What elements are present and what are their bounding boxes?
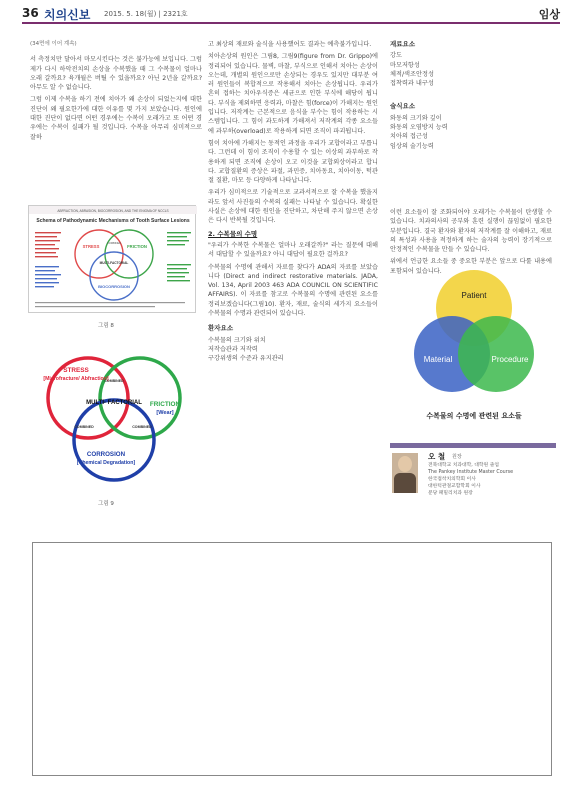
figure-8-biocorrosion-label: BIOCORROSION [98, 284, 130, 289]
header-rule [22, 22, 560, 24]
paragraph: "우리가 수복한 수복물은 얼마나 오래갈까?" 라는 질문에 대해서 대답할 수 있을까요? 아니 대답이 필요한 걸까요? [208, 241, 378, 259]
figure-9-combined-top: COMBINED [104, 379, 124, 383]
credential-line: 전북대학교 치과대학, 대학원 졸업 [428, 463, 499, 468]
paragraph: 이런 요소들이 잘 조화되어야 오래가는 수복물이 탄생할 수 있습니다. 치과의사의 공부와 훈련 실행이 끊임없이 필요한 부분입니다. 결국 환자와 환자의 저작계를 잘 이해하고, 재료의 특성과 사용을 적정하게 하는 술자의 능력이 장기적으로 안정적인 수복물을 만들 수 있습니다. [390, 209, 552, 254]
venn-procedure-circle [458, 316, 534, 392]
author-credentials [428, 462, 554, 497]
figure-8-caption: 그림 8 [98, 323, 114, 329]
credential-line: 대한턱관절교합학회 이사 [428, 484, 481, 489]
issue-info: 2015. 5. 18(월) | 2321호 [104, 10, 188, 18]
author-role: 원장 [452, 453, 462, 460]
paragraph: 우리가 심미적으로 기술적으로 교과서적으로 잘 수복을 했을지라도 앞서 사진들의 수복의 실패는 나타날 수 있습니다. 확실한 사실은 손상에 대한 원인을 진단하고, 차단해 주지 않으면 손상은 다시 반복될 것입니다. [208, 189, 378, 225]
figure-9-center: MULTI- FACTORIAL [86, 400, 142, 406]
paragraph: 치아손상의 원인은 그림8, 그림9(figure from Dr. Grippo)에 정리되어 있습니다. 물벽, 마찰, 부식으로 인해서 치아는 손상이 오는데, 개별의 원인으로만 손상되는 경우도 있지만 대부분 여러 원인들이 복합적으로 작용해서 치아는 손상됩니다. 우리가 흔히 접하는 치아우식증은 세균으로 인한 부식에 해당이 됩니다. 부식을 제외하면 응력과, 마찰은 힘(force)이 가해지는 원인입니다. 저작계는 근본적으로 음식을 부수는 힘이 작용하는 시스템입니다. 그 힘이 과도하게 가해져서 저작계의 각종 요소들에 과부하(overload)로 작용하게 되면 조직이 파괴됩니다. [208, 53, 378, 135]
list-item: 체적/색조안정성 [390, 70, 434, 78]
figure-9-friction: FRICTION [149, 401, 181, 408]
list-item: 와동의 오염방지 능력 [390, 124, 448, 132]
procedure-factors-title: 술식요소 [390, 102, 416, 111]
list-item: 강도 [390, 52, 402, 60]
figure-9-corrosion-sub: [Chemical Degradation] [76, 460, 136, 466]
patient-factors-list [208, 324, 378, 363]
author-stripe [390, 443, 556, 448]
paragraph: 수복물의 수명에 관해서 자료를 찾다가 ADA의 자료를 보았습니다 (Direct and indirect restorative materials. JADA, Vol. 134, April 2003 463 ADA COUNCIL ON SCIENTIFIC AFFAIRS). 이 자료를 참고로 수복물의 수명에 관련된 요소를 정리보겠습니다(그림10). 환자, 재료, 술식의 세가지 요소들이 수복물의 수명과 관련되어 있습니다. [208, 263, 378, 318]
credential-line: The Pankey Institute Master Course [428, 470, 514, 475]
venn-patient-label: Patient [461, 291, 487, 300]
figure-8-combined-label: COMBINED [107, 242, 121, 245]
figure-8-title: Schema of Pathodynamic Mechanisms of Tooth Surface Lesions [36, 218, 190, 224]
patient-factors-title: 환자요소 [208, 324, 234, 333]
page-header [22, 6, 560, 22]
figure-8-header: ABFRACTION, ABRASION, BIOCORROSION, AND THE ENIGMA OF NCCLS [57, 209, 169, 213]
advertisement-frame [32, 542, 552, 776]
figure-8-multi-label: MULTI-FACTORIAL [99, 261, 129, 265]
author-name: 오 철 [428, 452, 446, 461]
figure-8-stress-label: STRESS [82, 244, 100, 249]
column-2 [208, 40, 378, 373]
figure-10-venn [392, 258, 556, 434]
list-item: 임상의 술기능력 [390, 142, 434, 150]
figure-9-combined-right: COMBINED [132, 425, 152, 429]
section-name: 임상 [538, 8, 560, 21]
material-factors-title: 재료요소 [390, 40, 416, 48]
author-box [390, 443, 556, 499]
section-subhead: 2. 수복물의 수명 [208, 229, 258, 238]
venn-graphic [392, 258, 556, 434]
figure-8-friction-label: FRICTION [127, 244, 147, 249]
list-item: 접착력과 내구성 [390, 80, 434, 88]
credential-line: 한국접착치의학회 이사 [428, 477, 476, 482]
figure-9-stress: STRESS [63, 367, 89, 374]
list-item: 와동의 크기와 깊이 [390, 114, 442, 122]
figure-9-corrosion: CORROSION [86, 451, 126, 458]
page-number: 36 [22, 6, 39, 20]
list-item: 저작습관과 저작력 [208, 345, 258, 353]
figure-9-stress-sub: [Microfracture/ Abfraction] [43, 376, 109, 382]
newspaper-name: 치의신보 [44, 8, 91, 22]
paragraph: 고 최상의 재료와 술식을 사용했어도 결과는 예측불가입니다. [208, 41, 372, 48]
column-1 [30, 40, 202, 145]
list-item: 수복물의 크기와 위치 [208, 336, 266, 344]
list-item: 마모저항성 [390, 61, 420, 69]
paragraph: 힘이 치아에 가해지는 동적인 과정을 우리가 교합이라고 부릅니다. 그런데 이 힘이 조직이 수용할 수 있는 이상의 과부하로 작용하게 되면 조직에 손상이 오고 이것을 교합외상이라고 합니다. 교합질환의 증상은 파절, 과민증, 치아동요, 치아이동, 턱관절 질환, 마모 등 다양하게 나타납니다. [208, 139, 378, 185]
paragraph: 그럼 이제 수복을 하기 전에 치아가 왜 손상이 되었는지에 대한 진단이 왜 필요한가에 대한 이유를 몇 가지 보았습니다. 원인에 대한 진단이 없다면 어떤 경우에는 수복이 오래가고 또 어떤 경우에는 수복이 실패가 될 것입니다. 수복을 아무리 심미적으로 잘하 [30, 96, 202, 141]
figure-8-graphic [29, 206, 197, 314]
venn-material-label: Material [423, 355, 453, 364]
svg-text:[Microfracture/ Abfraction] [43, 376, 109, 382]
continued-note: (34면에 이어 계속) [30, 41, 77, 47]
procedure-factors-list [390, 102, 550, 150]
paragraph: 서 측정치만 달아서 마모시킨다는 것은 불가능에 보입니다. 그럼 제가 다시 하악전치의 손상을 수복했을 때 그 수복물이 얼마나 오래 갈까요? 육개월은 버틸 수 있을까요? 아닌 2년을 갈까요? 아무도 알 수 없습니다. [30, 56, 202, 92]
credential-line: 분당 패밀리치과 원장 [428, 491, 473, 496]
figure-9-graphic [30, 348, 198, 488]
figure-8 [28, 205, 196, 313]
list-item: 구강위생의 수준과 유지관리 [208, 355, 284, 363]
figure-9 [30, 348, 198, 488]
author-photo [392, 453, 418, 493]
column-3-lists [390, 40, 550, 160]
material-factors-list [390, 40, 550, 88]
venn-caption: 수복물의 수명에 관련된 요소들 [426, 412, 522, 420]
paragraph: 위에서 언급한 요소들 중 중요한 부분은 앞으로 다룰 내용에 포함되어 있습니다. [390, 258, 552, 275]
figure-9-friction-sub: [Wear] [156, 410, 174, 416]
figure-9-caption: 그림 9 [98, 501, 114, 507]
list-item: 치아의 접근성 [390, 133, 428, 141]
venn-procedure-label: Procedure [491, 355, 529, 364]
figure-9-combined-left: COMBINED [74, 425, 94, 429]
